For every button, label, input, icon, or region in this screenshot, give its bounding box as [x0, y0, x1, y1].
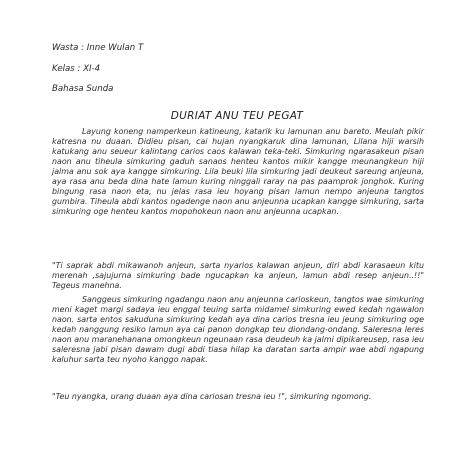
paragraph-1: Layung koneng namperkeun katineung, katarik ku lamunan anu bareto. Meulah pikir katresna nu duaan. Didieu pisan, cai hujan nyangkaruk dina lamunan, Lilana hiji warsih katukang anu seueur kalintang carios caos kalawan teka-teki. Simkuring ngarasakeun pisan naon anu tiheula simkuring gaduh sanaos henteu kantos mikir kangge meunangkeun hiji jalma anu sok aya kangge simkuring. Lila beuki lila simkuring jadi deukeut sareung anjeuna, aya rasa anu beda dina hate lamun kuring ninggali raray na pas paamprok jonghok. Kuring bingung rasa naon eta, nu jelas rasa ieu hoyang pisan lamun nempo anjeuna tangtos gumbira. Tiheula abdi kantos ngadenge naon anu anjeunna ucapkan kangge simkuring, sarta simkuring oge henteu kantos mopohokeun naon anu anjeunna ucapkan.	[52, 127, 424, 217]
paragraph-2: "Ti saprak abdi mikawanoh anjeun, sarta nyarios kalawan anjeun, diri abdi karasaeun kitu merenah ,sajujurna simkuring bade ngucapkan ka anjeun, lamun abdi resep anjeun..!!" Tegeus manehna.	[52, 261, 424, 291]
paragraph-3: Sanggeus simkuring ngadangu naon anu anjeunna carioskeun, tangtos wae simkuring meni kaget margi sadaya ieu enggal teuing sarta midamel simkuring ewed kedah ngawalon naon. sarta entos sakuduna simkuring kedah aya dina carios tresna ieu jeung simkuring oge kedah nanggung resiko lamun aya cai panon dongkap teu diondang-ondang. Saleresna leres naon anu maranehanana omongkeun ngeunaan rasa deudeuh ka jalmi dipikareusep, rasa ieu saleresna jabi pisan dawam dugi abdi tiasa hilap ka daratan sarta ampir wae abdi ngapung kaluhur sarta teu nyoho kanggo napak.	[52, 295, 424, 365]
class-line: Kelas : XI-4	[52, 64, 101, 74]
document-title: DURIAT ANU TEU PEGAT	[170, 110, 304, 122]
subject-line: Bahasa Sunda	[52, 84, 114, 94]
author-line: Wasta : Inne Wulan T	[52, 43, 144, 53]
paragraph-4: "Teu nyangka, urang duaan aya dina cariosan tresna ieu !", simkuring ngomong.	[52, 392, 372, 401]
